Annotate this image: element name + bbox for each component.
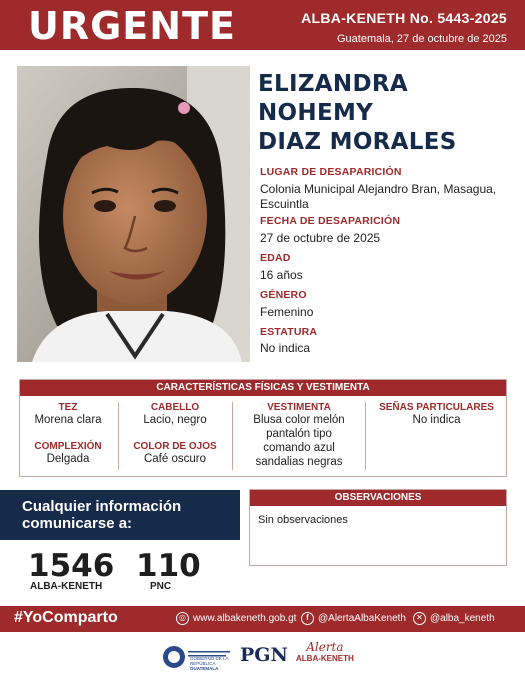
government-logo [162,642,232,677]
x-icon: ✕ [413,612,426,625]
place-line-1: Colonia Municipal Alejandro Bran, Masagua, [260,182,497,196]
website-text: www.albakeneth.gob.gt [193,613,297,624]
alerta-logo-line-1: Alerta [306,640,344,654]
alert-title: URGENTE [28,4,236,48]
marks-label: SEÑAS PARTICULARES [379,402,494,413]
twitter-link[interactable] [413,612,495,625]
characteristics-box [19,379,507,477]
gender-label: GÉNERO [260,289,307,301]
marks-column [367,402,506,427]
complexion-value: Delgada [46,453,90,465]
alerta-logo-line-2: ALBA-KENETH [296,654,354,663]
pgn-logo: PGN [240,644,288,666]
clothing-line-3: comando azul [263,442,335,454]
characteristics-header: CARACTERÍSTICAS FÍSICAS Y VESTIMENTA [20,380,506,396]
government-logo-text [190,656,240,671]
contact-text [22,498,181,532]
gender-value: Femenino [260,305,314,319]
alba-keneth-phone-label: ALBA-KENETH [30,581,103,592]
name-line-1: ELIZANDRA NOHEMY [258,71,408,126]
tez-value: Morena clara [34,414,102,426]
tez-label: TEZ [58,402,78,413]
date-label: FECHA DE DESAPARICIÓN [260,215,401,227]
alerta-logo [296,640,354,663]
height-label: ESTATURA [260,326,318,338]
contact-line-2: comunicarse a: [22,515,133,532]
pnc-phone-label: PNC [150,581,172,592]
twitter-text: @alba_keneth [430,613,495,624]
contact-banner [0,490,240,540]
observations-box [249,489,507,566]
website-link[interactable] [176,612,296,625]
facebook-icon: f [301,612,314,625]
header-bar [0,0,525,50]
tez-column [20,402,116,466]
place-value [260,182,515,212]
missing-person-photo [17,66,250,362]
location-date: Guatemala, 27 de octubre de 2025 [336,33,507,45]
clothing-label: VESTIMENTA [267,402,331,413]
hashtag[interactable]: #YoComparto [14,609,118,626]
height-value: No indica [260,341,311,355]
clothing-line-1: Blusa color melón [253,414,345,426]
observations-text: Sin observaciones [258,514,348,526]
facebook-link[interactable] [301,612,406,625]
footer-bar [0,606,525,632]
clothing-line-4: sandalias negras [255,456,343,468]
date-value: 27 de octubre de 2025 [260,231,381,245]
facebook-text: @AlertaAlbaKeneth [318,613,406,624]
alba-keneth-phone[interactable]: 1546 [28,548,115,584]
marks-value: No indica [412,414,461,426]
clothing-line-2: pantalón tipo [266,428,332,440]
column-divider [232,402,233,470]
observations-header: OBSERVACIONES [250,490,506,506]
eyes-label: COLOR DE OJOS [133,441,217,452]
hair-column [120,402,230,466]
column-divider [365,402,366,470]
person-name [258,70,520,157]
government-line-2: GUATEMALA [190,666,219,671]
column-divider [118,402,119,470]
age-value: 16 años [260,268,303,282]
clothing-column [234,402,364,469]
hair-label: CABELLO [150,402,200,413]
hair-value: Lacio, negro [143,414,207,426]
name-line-2: DIAZ MORALES [258,129,457,155]
place-line-2: Escuintla [260,197,309,211]
case-number: ALBA-KENETH No. 5443-2025 [301,10,507,26]
age-label: EDAD [260,252,291,264]
contact-line-1: Cualquier información [22,498,182,515]
eyes-value: Café oscuro [143,453,206,465]
globe-icon: ◎ [176,612,189,625]
complexion-label: COMPLEXIÓN [34,441,102,452]
logo-strip [0,636,525,679]
place-label: LUGAR DE DESAPARICIÓN [260,166,402,178]
government-line-1: GOBIERNO DE LA REPÚBLICA [190,656,229,666]
pnc-phone[interactable]: 110 [136,548,201,584]
